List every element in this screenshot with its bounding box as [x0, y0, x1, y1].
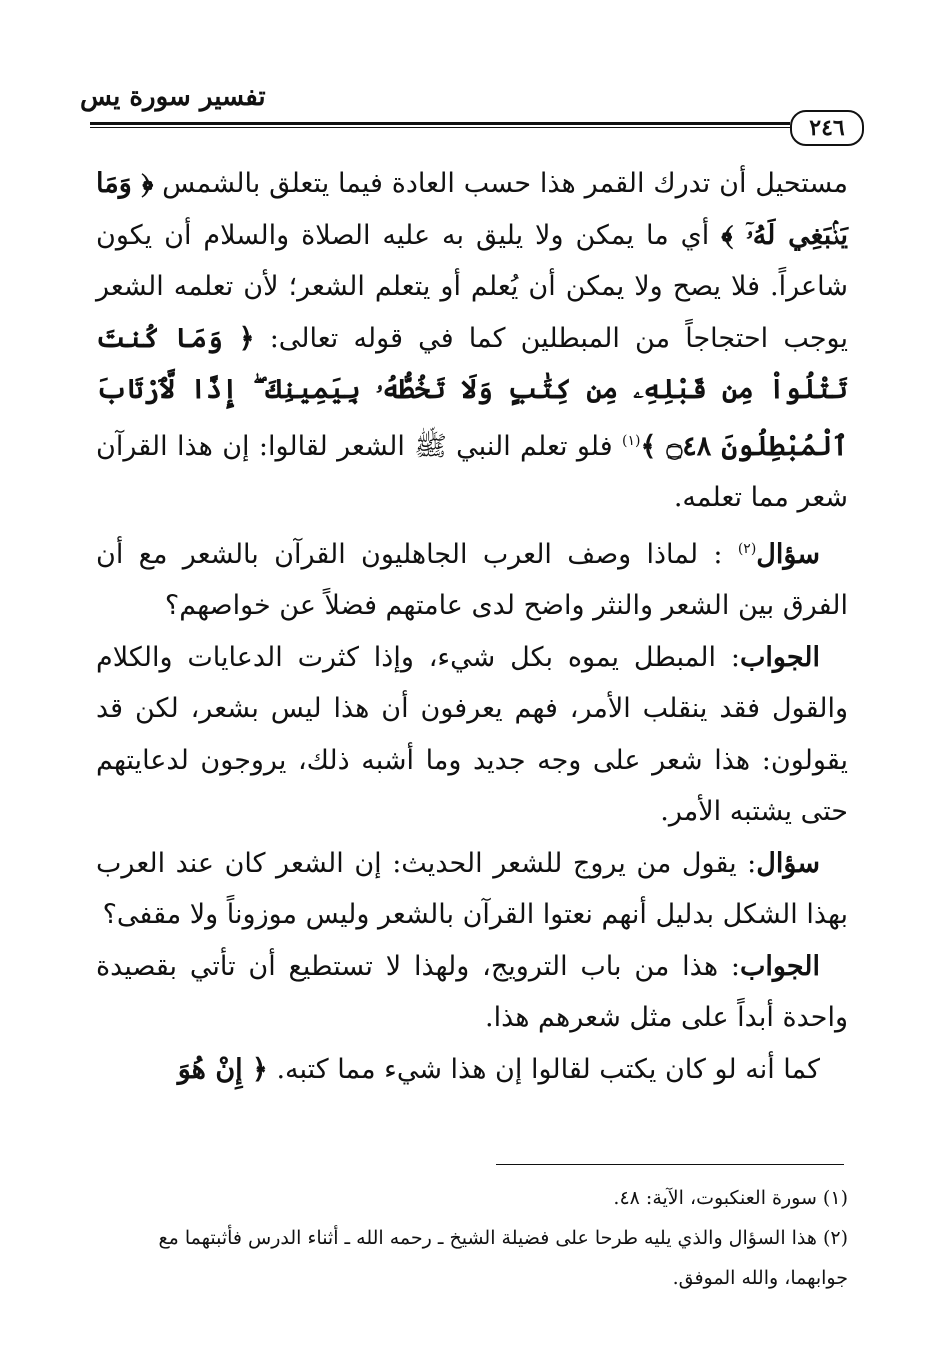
header-rule	[90, 122, 790, 128]
text-segment: أي ما يمكن ولا يليق به عليه الصلاة والسلام أن يكون شاعراً. فلا يصح ولا يمكن أن يُعلم أو يتعلم الشعر؛ لأن تعلمه الشعر يوجب احتجاجاً من المبطلين كما في قوله تعالى:	[96, 219, 848, 354]
footnote-marker: (٢)	[737, 540, 757, 557]
text-segment: كما أنه لو كان يكتب لقالوا إن هذا شيء مما كتبه.	[267, 1053, 820, 1085]
answer-1	[96, 632, 848, 838]
page-number-badge: ٢٤٦	[790, 110, 864, 146]
answer-text: : هذا من باب الترويج، ولهذا لا تستطيع أن تأتي بقصيدة واحدة أبداً على مثل شعرهم هذا.	[96, 950, 848, 1033]
quran-verse: ﴿ إِنْ هُوَ	[177, 1053, 268, 1085]
text-segment: فلو تعلم النبي ﷺ الشعر لقالوا: إن هذا القرآن شعر مما تعلمه.	[96, 430, 848, 513]
answer-text: : المبطل يموه بكل شيء، وإذا كثرت الدعايات والكلام والقول فقد ينقلب الأمر، فهم يعرفون أن هذا ليس بشعر، لكن قد يقولون: هذا شعر على وجه جديد وما أشبه ذلك، يروجون لدعايتهم حتى يشتبه الأمر.	[96, 641, 848, 827]
footnote-marker: (١)	[621, 432, 641, 449]
main-text	[96, 158, 848, 1095]
question-1	[96, 524, 848, 632]
paragraph-intro	[96, 158, 848, 524]
question-text: : لماذا وصف العرب الجاهليون القرآن بالشعر مع أن الفرق بين الشعر والنثر واضح لدى عامتهم فضلاً عن خواصهم؟	[96, 538, 848, 621]
running-header-title: تفسير سورة يس	[80, 82, 266, 112]
answer-label: الجواب	[739, 950, 820, 982]
quran-verse: ﴿ وَمَا كُنتَ تَتْلُواْ مِن قَبْلِهِۦ مِن كِتَٰبٍ وَلَا تَخُطُّهُۥ بِيَمِينِكَ ۖ إِذًا لَّٱرْتَابَ ٱلْمُبْطِلُونَ ۝٤٨ ﴾	[96, 322, 848, 462]
question-text: : يقول من يروج للشعر الحديث: إن الشعر كان عند العرب بهذا الشكل بدليل أنهم نعتوا القرآن بالشعر وليس موزوناً ولا مقفى؟	[96, 847, 848, 930]
answer-label: الجواب	[739, 641, 820, 673]
footnotes	[96, 1178, 848, 1298]
quran-verse: ﴿ وَمَا يَنۢبَغِي لَهُۥٓ ﴾	[96, 168, 849, 251]
text-segment: مستحيل أن تدرك القمر هذا حسب العادة فيما يتعلق بالشمس	[162, 168, 848, 199]
footnote-1: (١) سورة العنكبوت، الآية: ٤٨.	[613, 1187, 848, 1209]
answer-2	[96, 941, 848, 1044]
question-label: سؤال	[756, 847, 820, 879]
paragraph-closing	[96, 1044, 848, 1096]
question-2	[96, 838, 848, 941]
footnote-2: (٢) هذا السؤال والذي يليه طرحا على فضيلة الشيخ ـ رحمه الله ـ أثناء الدرس فأثبتهما مع جوابهما، والله الموفق.	[158, 1227, 848, 1289]
question-label: سؤال	[756, 538, 820, 570]
footnote-separator	[496, 1164, 844, 1165]
